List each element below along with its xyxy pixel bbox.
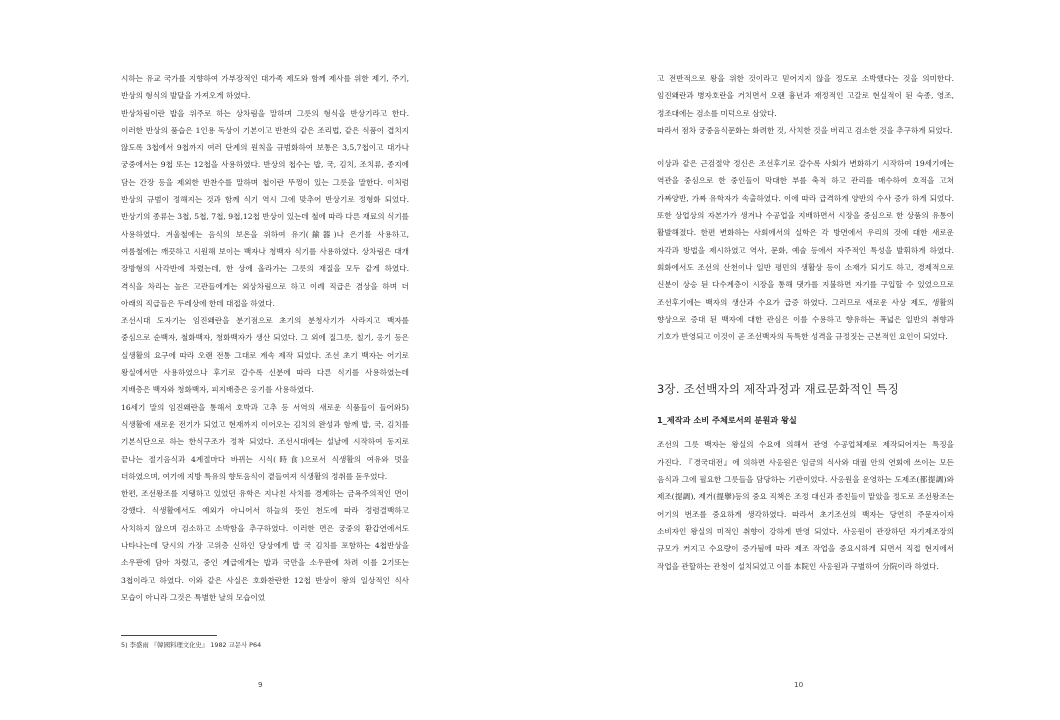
body-paragraph: 시하는 유교 국가를 지향하여 가부장적인 대가족 제도와 함께 제사를 위한 제기, 주기, 반상의 형식의 발달을 가져오게 하였다. [121,74,409,101]
body-paragraph: 고 전반적으로 왕을 위한 것이라고 믿어지지 않을 정도로 소박했다는 것을 의미한다. 임진왜란과 병자호란을 거치면서 오랜 흉년과 재정적인 고갈로 현실적이 된 숙종, 영조, 정조대에는 검소를 미덕으로 삼았다. [657,74,954,118]
body-paragraph: 따라서 점차 궁중음식문화는 화려한 것, 사치한 것을 버리고 검소한 것을 추구하게 되었다. [657,125,953,135]
body-paragraph: 이상과 같은 근검절약 정신은 조선후기로 갈수록 사회가 변화하기 시작하여 19세기에는 역관을 중심으로 한 중인들이 막대한 부를 축적 하고 관리를 매수하여 호적을 고쳐 가짜양반, 가짜 유학자가 속출하였다. 이에 따라 급격하게 양반의 수사 증가 하게 되었다. 또한 상업상의 자본가가 생겨나 수공업을 지배하면서 시장을 중심으로 한 상품의 유통이 활발해졌다. 한편 변화하는 사회에서의 실학은 각 방면에서 우리의 것에 대한 새로운 자각과 방법을 제시하였고 역사, 문화, 예술 등에서 자주적인 특성을 발휘하게 하였다. 회화에서도 조선의 산천이나 일반 평민의 생활상 등이 소재가 되기도 하고, 경제적으로 신분이 상승 된 다수계층이 시장을 통해 댓가를 지불하면 자기를 구입할 수 있었으므로 조선후기에는 백자의 생산과 수요가 급증 하였다. 그러므로 새로운 사상 제도, 생활의 향상으로 증대 된 백자에 대한 관심은 이를 수용하고 향유하는 폭넓은 일반의 취향과 기호가 반영되고 이것이 곧 조선백자의 독특한 성격을 규정짓는 근본적인 요인이 되었다. [657,159,954,342]
body-paragraph: 반상차림이란 밥을 위주로 하는 상차림을 말하며 그릇의 형식을 반상기라고 한다. 이러한 반상의 품습은 1인용 독상이 기본이고 반찬의 같은 조리법, 같은 식품이 겹치지 않도록 3첩에서 9첩까지 여러 단계의 원칙을 규범화하여 보통은 3,5,7첩이고 대가나 궁중에서는 9첩 또는 12첩을 사용하였다. 반상의 첩수는 밥, 국, 김치, 조치류, 종지에 담는 간장 등을 제외한 반찬수를 말하며 첩이란 뚜껑이 있는 그릇을 말한다. 이처럼 반상의 규범이 정해지는 것과 함께 식기 역시 그에 맞추어 반상기로 정형화 되었다. 반상기의 종류는 3첩, 5첩, 7첩, 9첩,12첩 반상이 있는데 철에 따라 다른 재료의 식기를 사용하였다. 겨울철에는 음식의 보온을 위하여 유기(鍮器)나 은기를 사용하고, 여름철에는 깨끗하고 시원해 보이는 백자나 청백자 식기를 사용하였다. 상차림은 대개 장방형의 사각반에 차렸는데, 한 상에 올라가는 그릇의 재질을 모두 같게 하였다. 격식을 차리는 높은 고관들에게는 외상차림으로 하고 이례 직급은 겸상을 하며 더 아래의 직급들은 두레상에 한데 대접을 하였다. [121,108,409,308]
page-number-right: 10 [794,680,804,689]
right-page-body [657,70,954,575]
footnote-divider [121,635,217,636]
left-page-body [121,70,409,606]
section-gap [657,345,954,380]
page-number-left: 9 [258,680,263,689]
footnote: 5) 李盛雨 『韓國料理文化史』 1982 교문사 P64 [121,641,262,649]
body-paragraph: 16세기 말의 임진왜란을 통해서 호박과 고추 등 서역의 새로운 식품들이 들어와5) 식생활에 새로운 전기가 되었고 현재까지 이어오는 김치의 완성과 함께 밥, 국, 김치를 기본식단으로 하는 한식구조가 정착 되었다. 조선시대에는 설날에 시작하여 동지로 끝나는 절기음식과 4계절마다 바뀌는 시식(時食)으로서 식생활의 여유와 멋을 더하였으며, 여기에 지방 특유의 향토음식이 곁들여져 식생활의 정취를 돋우었다. [121,402,409,481]
section-title: 1_제작과 소비 주체로서의 분원과 왕실 [657,415,797,426]
body-paragraph: 조선의 그릇 백자는 왕실의 수요에 의해서 관영 수공업체제로 제작되어지는 특징을 가진다. 『경국대전』에 의하면 사옹원은 임금의 식사와 대궐 안의 연회에 쓰이는 모든 음식과 그에 필요한 그릇들을 담당하는 기관이었다. 사옹원을 운영하는 도제조(都提調)와 제조(提調), 제거(提擧)등의 중요 직책은 조정 대신과 종친들이 맡았을 정도로 조선왕조는 어기의 번조를 중요하게 생각하였다. 따라서 초기조선의 백자는 당연히 주문자이자 소비자인 왕실의 미적인 취향이 강하게 반영 되었다. 사옹원이 관장하던 자기제조장의 규모가 커지고 수요량이 증가됨에 따라 제조 작업을 중요시하게 되면서 직접 현지에서 작업을 관할하는 관청이 설치되었고 이를 本院인 사옹원과 구별하여 分院이라 하였다. [657,440,954,571]
body-paragraph: 조선시대 도자기는 임진왜란을 분기점으로 초기의 분청사기가 사라지고 백자를 중심으로 순백자, 철화백자, 청화백자가 생산 되었다. 그 외에 질그릇, 칠기, 옹기 등은 실생활의 요구에 따라 오랜 전통 그대로 계속 제작 되었다. 조선 초기 백자는 어기로 왕실에서만 사용하였으나 후기로 갈수록 신분에 따라 다른 식기를 사용하였는데 지배층은 백자와 청화백자, 피지배층은 옹기를 사용하였다. [121,316,409,395]
right-page [530,0,1060,720]
body-paragraph: 한편, 조선왕조를 지탱하고 있었던 유학은 지나친 사치를 경계하는 금욕주의적인 면이 강했다. 식생활에서도 예외가 아니어서 하늘의 뜻인 천도에 따라 정렴결백하고 사치하지 않으며 검소하고 소박함을 추구하였다. 이러한 면은 궁중의 환갑연에서도 나타나는데 당시의 가장 고위층 신하인 당상에게 밥 국 김치를 포함하는 4첩반상을 소우판에 담아 차렸고, 중인 계급에게는 밥과 국만을 소우판에 차려 이를 2기또는 3첩이라고 하였다. 이와 같은 사실은 호화찬란한 12첩 반상이 왕의 일상적인 식사 모습이 아니라 그것은 특별한 날의 모습이었 [121,489,409,602]
chapter-title: 3장. 조선백자의 제작과정과 재료문화적인 특징 [657,382,899,397]
paragraph-gap [657,139,954,155]
